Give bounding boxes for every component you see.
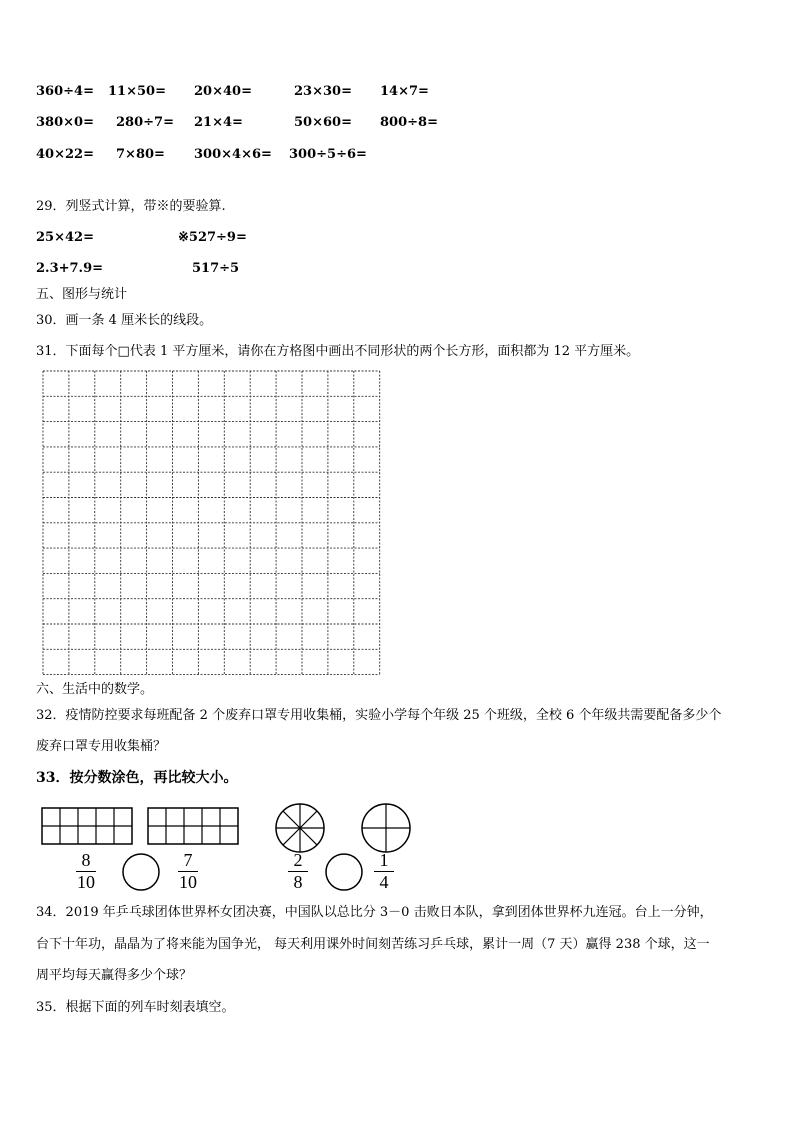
question-34-line: 34．2019 年乒乓球团体世界杯女团决赛，中国队以总比分 3－0 击败日本队，拿到团体世界杯九连冠。台上一分钟， [36, 905, 713, 920]
calc-item: 800÷8= [380, 115, 438, 130]
compare-circle[interactable] [324, 852, 364, 892]
section-heading: 五、图形与统计 [36, 287, 128, 302]
question-31: 31．下面每个□代表 1 平方厘米，请你在方格图中画出不同形状的两个长方形，面积都为 12 平方厘米。 [36, 344, 640, 359]
q29-item: ※527÷9= [178, 230, 247, 245]
question-32-line: 废弃口罩专用收集桶？ [36, 739, 167, 754]
sector-line [300, 828, 317, 845]
fraction-numerator: 7 [183, 850, 193, 870]
q29-item: 25×42= [36, 230, 94, 245]
q29-item: 517÷5 [192, 261, 240, 276]
calc-item: 50×60= [294, 115, 352, 130]
calc-item: 300÷5÷6= [289, 147, 367, 162]
question-35: 35．根据下面的列车时刻表填空。 [36, 1000, 235, 1015]
question-30: 30．画一条 4 厘米长的线段。 [36, 313, 213, 328]
fraction-numerator: 1 [379, 850, 389, 870]
calc-item: 20×40= [194, 84, 252, 99]
fraction-denominator: 10 [77, 872, 95, 892]
calc-item: 40×22= [36, 147, 94, 162]
sector-line [300, 811, 317, 828]
question-34-line: 台下十年功，晶晶为了将来能为国争光， 每天利用课外时间刻苦练习乒乓球，累计一周（7 天）赢得 238 个球，这一 [36, 937, 710, 952]
calc-item: 280÷7= [116, 115, 174, 130]
sector-line [283, 828, 300, 845]
fraction-circle-quarters[interactable] [360, 802, 412, 854]
fraction-rectangle-tenths[interactable] [146, 806, 242, 846]
calc-item: 380×0= [36, 115, 94, 130]
square-grid[interactable] [42, 370, 382, 676]
fraction-rectangle-tenths[interactable] [40, 806, 136, 846]
calc-item: 21×4= [194, 115, 243, 130]
calc-item: 11×50= [108, 84, 166, 99]
calc-item: 14×7= [380, 84, 429, 99]
compare-circle[interactable] [121, 852, 161, 892]
calc-item: 23×30= [294, 84, 352, 99]
fraction-numerator: 8 [81, 850, 91, 870]
fraction-circle-eighths[interactable] [274, 802, 326, 854]
q29-item: 2.3+7.9= [36, 261, 104, 276]
question-29-title: 29．列竖式计算，带※的要验算. [36, 199, 226, 214]
calc-item: 300×4×6= [194, 147, 272, 162]
calc-item: 360÷4= [36, 84, 94, 99]
fraction-denominator: 10 [179, 872, 197, 892]
fraction-numerator: 2 [293, 850, 303, 870]
sector-line [283, 811, 300, 828]
calc-item: 7×80= [116, 147, 165, 162]
question-33-title: 33．按分数涂色，再比较大小。 [36, 770, 238, 786]
fraction-denominator: 8 [293, 872, 303, 892]
question-32-line: 32．疫情防控要求每班配备 2 个废弃口罩专用收集桶，实验小学每个年级 25 个班级，全校 6 个年级共需要配备多少个 [36, 708, 722, 723]
section-heading: 六、生活中的数学。 [36, 682, 154, 697]
fraction-denominator: 4 [379, 872, 389, 892]
question-34-line: 周平均每天赢得多少个球？ [36, 968, 193, 983]
